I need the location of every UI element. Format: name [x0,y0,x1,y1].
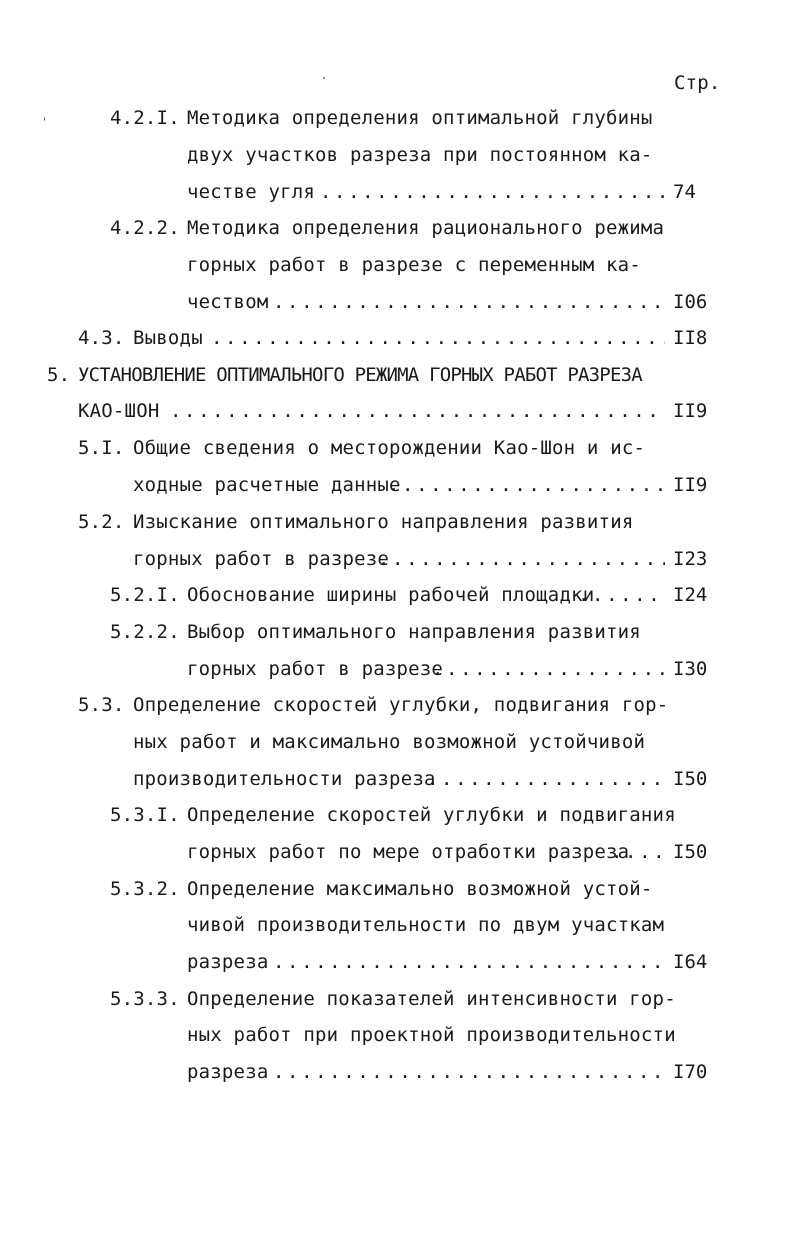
scan-speck [44,117,45,121]
entry-title-line: разреза [187,951,269,973]
entry-page: I23 [673,548,708,570]
entry-number: 4.2.I. [110,107,180,129]
leader-dots [378,546,665,572]
leader-dots [578,582,665,608]
entry-title-line: горных работ в разрезе [187,658,444,680]
leader-dots [427,766,665,792]
entry-title-line: КАО-ШОН [78,400,160,422]
entry-title-line: ходные расчетные данные [133,474,401,496]
entry-page: I24 [673,584,708,606]
entry-title-line: горных работ в разрезе [133,548,390,570]
entry-title-line: двух участков разреза при постоянном ка- [187,144,653,166]
entry-number: 5.3.I. [110,804,180,826]
leader-dots [170,398,665,424]
leader-dots [611,839,665,865]
leader-dots [320,179,665,205]
entry-title-line: Выводы [133,327,203,349]
entry-number: 5. [47,364,71,386]
entry-title-line: честве угля [187,181,316,203]
leader-dots [211,325,665,351]
leader-dots [273,289,665,315]
entry-title-line: УСТАНОВЛЕНИЕ ОПТИМАЛЬНОГО РЕЖИМА ГОРНЫХ РАБОТ РАЗРЕЗА [78,364,642,386]
entry-page: 74 [673,181,696,203]
entry-title-line: Определение скоростей углубки и подвигания [187,804,676,826]
entry-page: I06 [673,291,708,313]
entry-number: 5.I. [78,437,125,459]
entry-number: 5.3.3. [110,988,180,1010]
entry-title-line: горных работ в разрезе с переменным ка- [187,254,641,276]
entry-title-line: Методика определения оптимальной глубины [187,107,653,129]
entry-title-line: Выбор оптимального направления развития [187,621,641,643]
entry-page: II9 [673,474,708,496]
entry-title-line: чеством [187,291,269,313]
entry-title-line: Общие сведения о месторождении Као-Шон и ис- [133,437,646,459]
entry-page: I50 [673,841,708,863]
entry-title-line: Определение скоростей углубки, подвигания гор- [133,694,669,716]
entry-number: 5.2. [78,511,125,533]
entry-title-line: ных работ и максимально возможной устойчивой [133,731,646,753]
leader-dots [273,949,665,975]
entry-title-line: ных работ при проектной производительности [187,1024,676,1046]
entry-title-line: Определение максимально возможной устой- [187,878,653,900]
entry-title-line: Методика определения рационального режима [187,217,665,239]
entry-number: 5.2.2. [110,621,180,643]
entry-number: 4.3. [78,327,125,349]
scan-speck [323,77,325,79]
entry-title-line: чивой производительности по двум участкам [187,914,665,936]
entry-page: I50 [673,768,708,790]
entry-page: I64 [673,951,708,973]
leader-dots [273,1059,665,1085]
entry-page: II8 [673,327,708,349]
entry-title-line: горных работ по мере отработки разреза [187,841,630,863]
entry-number: 5.3.2. [110,878,180,900]
entry-title-line: разреза [187,1061,269,1083]
entry-page: I70 [673,1061,708,1083]
entry-page: II9 [673,400,708,422]
page-column-label: Стр. [674,72,721,94]
entry-number: 5.2.I. [110,584,180,606]
entry-number: 4.2.2. [110,217,180,239]
entry-number: 5.3. [78,694,125,716]
entry-title-line: Определение показателей интенсивности гор- [187,988,676,1010]
leader-dots [432,656,665,682]
entry-title-line: Обоснование ширины рабочей площадки [187,584,595,606]
entry-page: I30 [673,658,708,680]
entry-title-line: Изыскание оптимального направления развития [133,511,634,533]
entry-title-line: производительности разреза [133,768,436,790]
leader-dots [388,472,665,498]
